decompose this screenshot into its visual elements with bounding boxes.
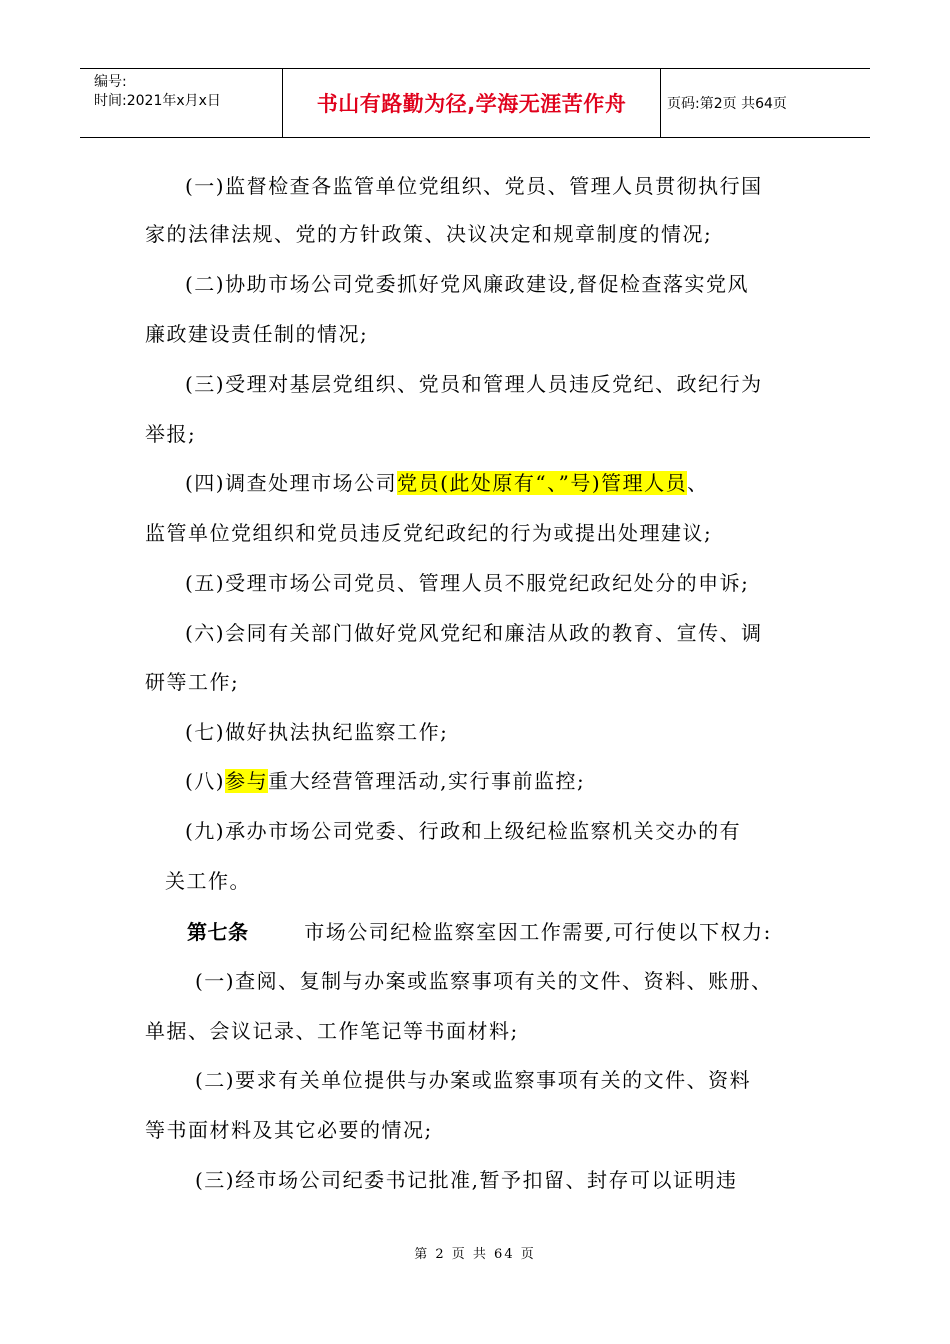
header-motto: 书山有路勤为径,学海无涯苦作舟: [283, 69, 661, 137]
paragraph-line: (三)经市场公司纪委书记批准,暂予扣留、封存可以证明违: [195, 1168, 738, 1192]
article-seven: [187, 918, 772, 946]
highlighted-text: 党员(此处原有“、”号)管理人员: [397, 471, 688, 495]
page-footer: 第 2 页 共 64 页: [414, 1247, 536, 1262]
paragraph-line: 廉政建设责任制的情况;: [145, 322, 369, 346]
paragraph-line: 家的法律法规、党的方针政策、决议决定和规章制度的情况;: [145, 222, 713, 246]
article-text: 市场公司纪检监察室因工作需要,可行使以下权力:: [304, 920, 772, 944]
paragraph-text: (四)调查处理市场公司: [185, 471, 398, 495]
paragraph-line: (二)要求有关单位提供与办案或监察事项有关的文件、资料: [195, 1068, 752, 1092]
paragraph-line: [185, 469, 709, 497]
paragraph-line: (九)承办市场公司党委、行政和上级纪检监察机关交办的有: [185, 819, 742, 843]
paragraph-text: 重大经营管理活动,实行事前监控;: [268, 769, 586, 793]
paragraph-line: (二)协助市场公司党委抓好党风廉政建设,督促检查落实党风: [185, 272, 749, 296]
paragraph-line: (一)监督检查各监管单位党组织、党员、管理人员贯彻执行国: [185, 174, 763, 198]
paragraph-text: (八): [185, 769, 226, 793]
article-label: 第七条: [187, 920, 249, 944]
highlighted-text: 参与: [225, 769, 269, 793]
document-number-label: 编号:: [94, 74, 127, 90]
paragraph-line: (五)受理市场公司党员、管理人员不服党纪政纪处分的申诉;: [185, 571, 750, 595]
header-page-info: 页码:第2页 共64页: [667, 96, 787, 112]
paragraph-line: 监管单位党组织和党员违反党纪政纪的行为或提出处理建议;: [145, 521, 713, 545]
paragraph-line: 研等工作;: [145, 670, 240, 694]
paragraph-line: 关工作。: [165, 869, 251, 893]
document-time-label: 时间:2021年x月x日: [94, 93, 221, 109]
paragraph-text: 、: [687, 471, 709, 495]
paragraph-line: (三)受理对基层党组织、党员和管理人员违反党纪、政纪行为: [185, 372, 763, 396]
paragraph-line: (七)做好执法执纪监察工作;: [185, 720, 449, 744]
paragraph-line: (一)查阅、复制与办案或监察事项有关的文件、资料、账册、: [195, 969, 773, 993]
header-meta: [80, 69, 283, 137]
paragraph-line: 单据、会议记录、工作笔记等书面材料;: [145, 1019, 519, 1043]
paragraph-line: [185, 767, 585, 795]
paragraph-line: 等书面材料及其它必要的情况;: [145, 1118, 433, 1142]
page-header: [80, 68, 870, 138]
paragraph-line: (六)会同有关部门做好党风党纪和廉洁从政的教育、宣传、调: [185, 621, 763, 645]
paragraph-line: 举报;: [145, 422, 197, 446]
